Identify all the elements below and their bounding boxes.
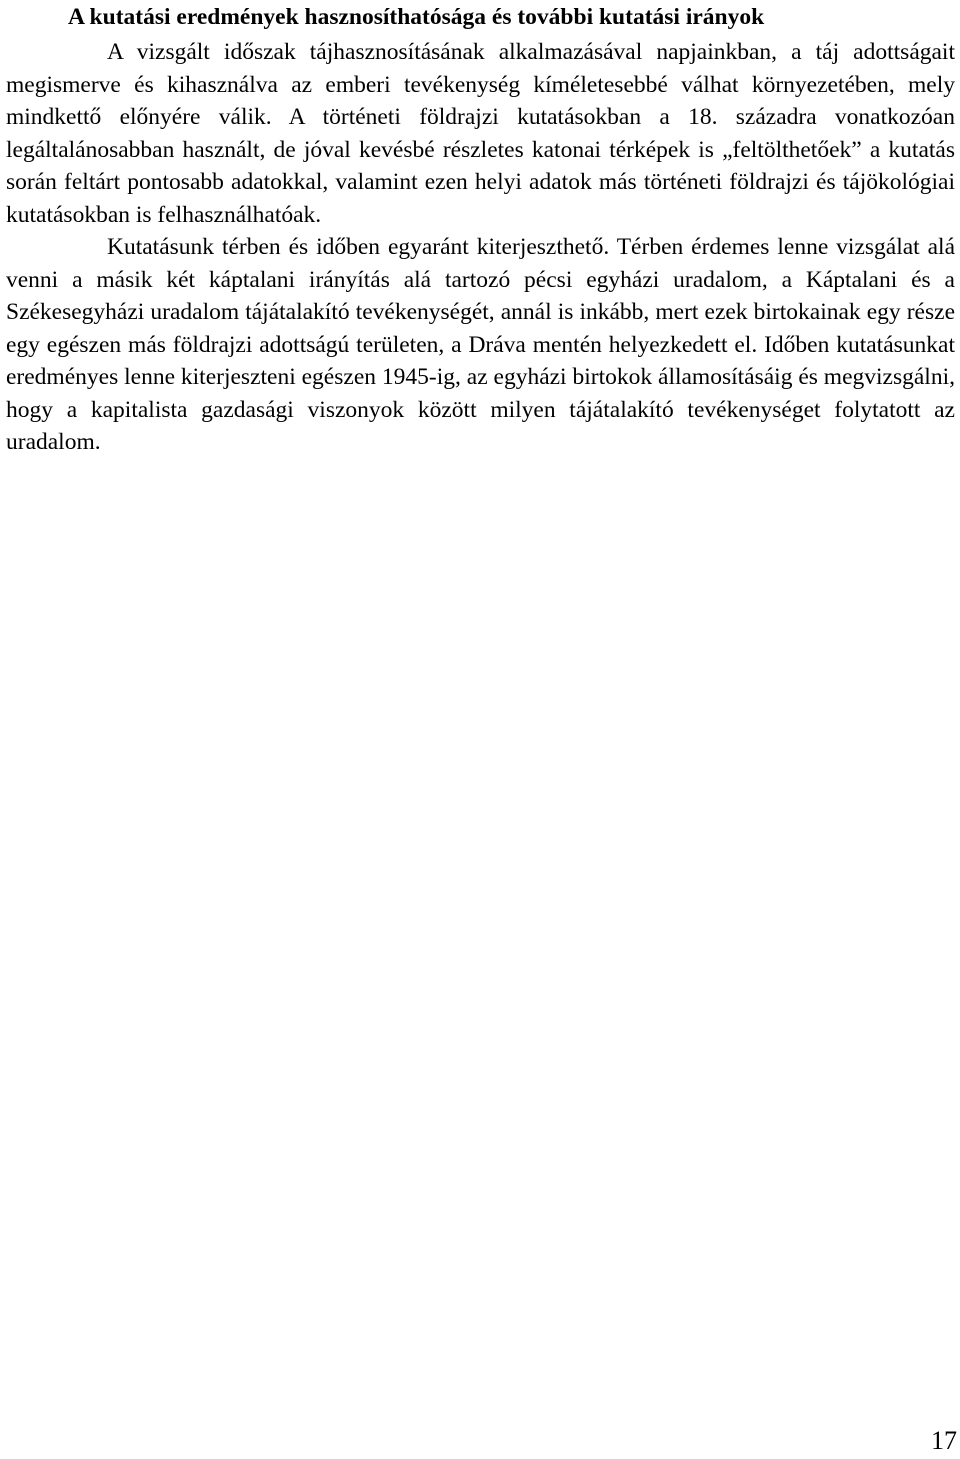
section-heading: A kutatási eredmények hasznosíthatósága és további kutatási irányok [68,4,765,30]
page-number: 17 [931,1426,957,1455]
paragraph-2: Kutatásunk térben és időben egyaránt kiterjeszthető. Térben érdemes lenne vizsgálat alá venni a másik két káptalani irányítás alá tartozó pécsi egyházi uradalom, a Káptalani és a Székesegyházi uradalom tájátalakító tevékenységét, annál is inkább, mert ezek birtokainak egy része egy egészen más földrajzi adottságú területen, a Dráva mentén helyezkedett el. Időben kutatásunkat eredményes lenne kiterjeszteni egészen 1945-ig, az egyházi birtokok államosításáig és megvizsgálni, hogy a kapitalista gazdasági viszonyok között milyen tájátalakító tevékenységet folytatott az uradalom. [6,234,955,455]
body-text [6,36,955,459]
paragraph-1: A vizsgált időszak tájhasznosításának alkalmazásával napjainkban, a táj adottságait megismerve és kihasználva az emberi tevékenység kíméletesebbé válhat környezetében, mely mindkettő előnyére válik. A történeti földrajzi kutatásokban a 18. századra vonatkozóan legáltalánosabban használt, de jóval kevésbé részletes katonai térképek is „feltölthetőek” a kutatás során feltárt pontosabb adatokkal, valamint ezen helyi adatok más történeti földrajzi és tájökológiai kutatásokban is felhasználhatóak. [6,39,955,228]
